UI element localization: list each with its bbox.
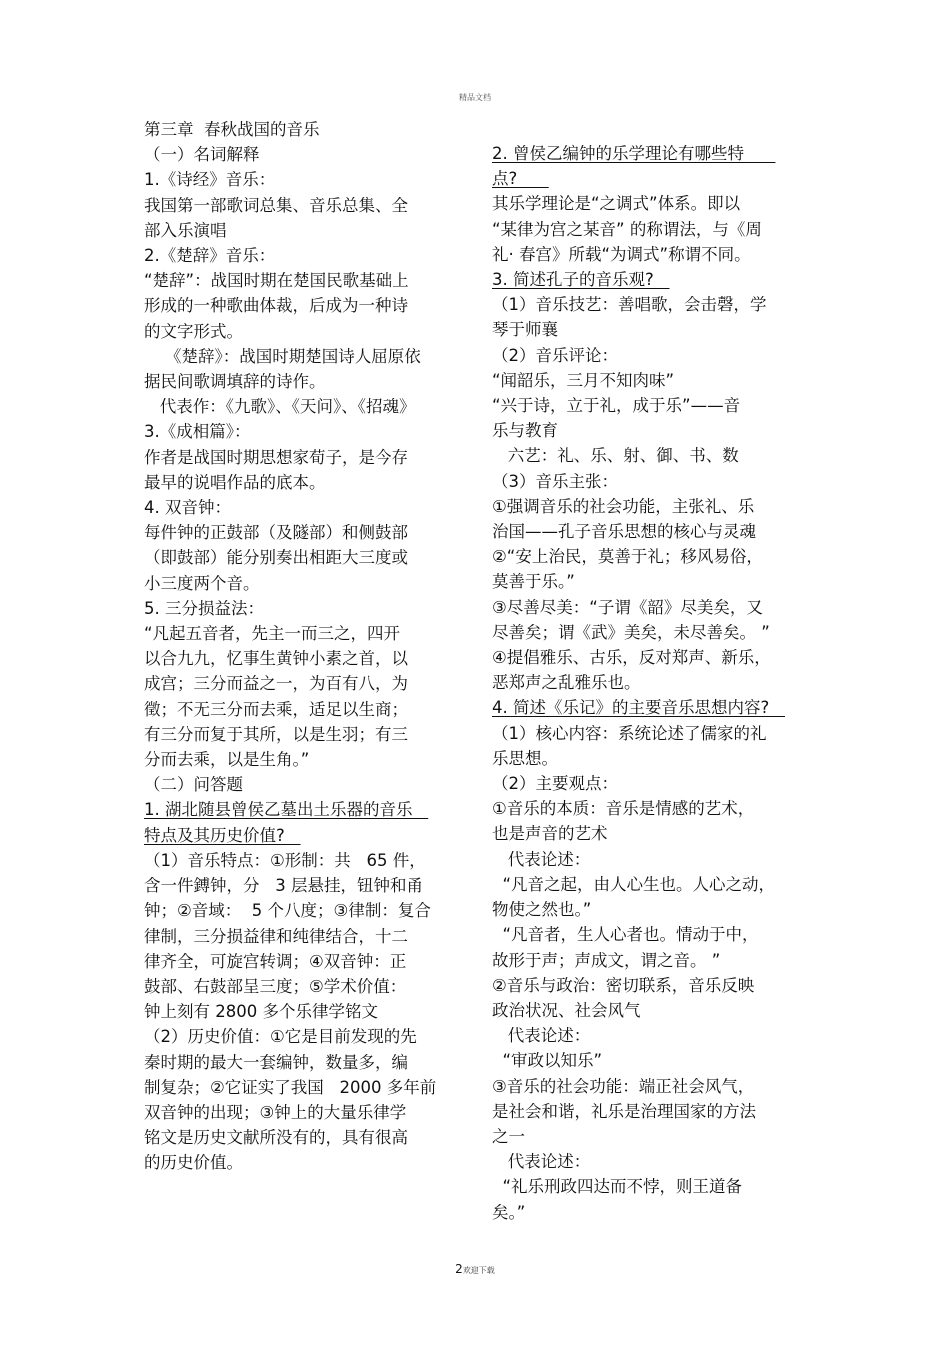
text-line: 是社会和谐，礼乐是治理国家的方法: [492, 1101, 756, 1121]
text-line: “凡起五音者，先主一而三之，四开: [144, 624, 401, 644]
text-line: 治国——孔子音乐思想的核心与灵魂: [492, 522, 756, 542]
right-column: [492, 141, 817, 1225]
text-line: 3. 简述孔子的音乐观?: [492, 270, 670, 290]
text-line: 琴于师襄: [492, 320, 558, 340]
text-line: 铭文是历史文献所没有的，具有很高: [144, 1128, 408, 1148]
text-line: 政治状况、社会风气: [492, 1000, 641, 1020]
text-line: 徵；不无三分而去乘，适足以生商；: [144, 699, 408, 719]
text-line: “楚辞”：战国时期在楚国民歌基础上: [144, 271, 409, 291]
text-line: 每件钟的正鼓部（及隧部）和侧鼓部: [144, 523, 408, 543]
text-line: 故形于声；声成文，谓之音。 ”: [492, 950, 721, 970]
text-line: “礼乐刑政四达而不悖，则王道备: [492, 1177, 743, 1197]
text-line: 3.《成相篇》：: [144, 422, 251, 442]
text-line: （1）音乐技艺：善唱歌，会击磬，学: [492, 295, 767, 315]
text-line: 律制，三分损益律和纯律结合，十二: [144, 926, 408, 946]
text-line: 其乐学理论是“之调式”体系。即以: [492, 194, 741, 214]
text-line: 律齐全，可旋宫转调；④双音钟：正: [144, 951, 407, 971]
text-line: 恶郑声之乱雅乐也。: [492, 673, 641, 693]
text-line: “兴于诗，立于礼，成于乐”——音: [492, 396, 741, 416]
text-line: 双音钟的出现；③钟上的大量乐律学: [144, 1102, 407, 1122]
text-line: ②“安上治民，莫善于礼；移风易俗，: [492, 547, 763, 567]
text-line: （一）名词解释: [144, 145, 260, 165]
text-line: 代表论述：: [492, 849, 591, 869]
text-line: 2.《楚辞》音乐：: [144, 246, 276, 266]
text-line: 《楚辞》：战国时期楚国诗人屈原依: [144, 346, 421, 366]
text-line: 的文字形式。: [144, 321, 243, 341]
text-line: 分而去乘，以是生角。”: [144, 750, 310, 770]
text-line: （2）历史价值：①它是目前发现的先: [144, 1027, 417, 1047]
text-line: （即鼓部）能分别奏出相距大三度或: [144, 548, 408, 568]
text-line: 小三度两个音。: [144, 573, 260, 593]
text-line: 作者是战国时期思想家荀子，是今存: [144, 447, 408, 467]
text-line: 1.《诗经》音乐：: [144, 170, 276, 190]
left-column: [144, 117, 466, 1176]
text-line: ③音乐的社会功能：端正社会风气，: [492, 1076, 755, 1096]
page-number: 2: [455, 1262, 463, 1276]
footer-text: 欢迎下载: [462, 1266, 495, 1275]
text-line: “审政以知乐”: [492, 1051, 603, 1071]
text-line: ③尽善尽美：“子谓《韶》尽美矣，又: [492, 597, 763, 617]
text-line: （二）问答题: [144, 775, 243, 795]
text-line: 有三分而复于其所，以是生羽；有三: [144, 724, 408, 744]
text-line: （2）音乐评论：: [492, 345, 618, 365]
text-line: 六艺：礼、乐、射、御、书、数: [492, 446, 739, 466]
page-footer: [0, 1262, 950, 1276]
text-line: 秦时期的最大一套编钟，数量多，编: [144, 1052, 408, 1072]
text-line: 代表论述：: [492, 1026, 591, 1046]
text-line: 我国第一部歌词总集、音乐总集、全: [144, 195, 408, 215]
text-line: ④提倡雅乐、古乐，反对郑声、新乐，: [492, 648, 771, 668]
text-line: 5. 三分损益法：: [144, 598, 264, 618]
text-line: 代表论述：: [492, 1152, 591, 1172]
text-line: 尽善矣；谓《武》美矣，未尽善矣。 ”: [492, 622, 770, 642]
text-line: 据民间歌调填辞的诗作。: [144, 372, 326, 392]
text-line: 第三章 春秋战国的音乐: [144, 120, 320, 139]
text-line: “闻韶乐，三月不知肉味”: [492, 370, 675, 390]
text-line: 1. 湖北随县曾侯乙墓出土乐器的音乐: [144, 800, 429, 820]
text-line: （1）音乐特点：①形制：共 65 件，: [144, 850, 426, 870]
text-line: “凡音者，生人心者也。情动于中，: [492, 925, 759, 945]
text-line: 特点及其历史价值?: [144, 825, 301, 845]
text-line: 乐思想。: [492, 748, 558, 768]
text-line: 以合九九，忆事生黄钟小素之首，以: [144, 649, 408, 669]
text-line: ②音乐与政治：密切联系，音乐反映: [492, 975, 755, 995]
text-line: 4. 简述《乐记》的主要音乐思想内容?: [492, 698, 785, 718]
text-line: 4. 双音钟：: [144, 498, 231, 518]
text-line: 点?: [492, 169, 549, 189]
text-line: 物使之然也。”: [492, 900, 592, 920]
text-line: 含一件鎛钟，分 3 层悬挂，钮钟和甬: [144, 876, 423, 896]
text-line: 也是声音的艺术: [492, 824, 608, 844]
text-line: 莫善于乐。”: [492, 572, 575, 592]
text-line: 之一: [492, 1126, 525, 1146]
text-line: 代表作：《九歌》、《天问》、《招魂》: [144, 397, 416, 417]
text-line: （2）主要观点：: [492, 774, 618, 794]
text-line: 钟上刻有 2800 多个乐律学铭文: [144, 1002, 378, 1022]
text-line: “某律为宫之某音” 的称谓法，与《周: [492, 219, 762, 239]
text-line: 乐与教育: [492, 421, 558, 441]
text-line: 矣。”: [492, 1202, 526, 1222]
text-line: （3）音乐主张：: [492, 471, 618, 491]
text-line: “凡音之起，由人心生也。人心之动，: [492, 874, 776, 894]
text-line: 最早的说唱作品的底本。: [144, 472, 326, 492]
text-line: 形成的一种歌曲体裁，后成为一种诗: [144, 296, 408, 316]
text-line: ①强调音乐的社会功能，主张礼、乐: [492, 496, 755, 516]
text-line: 礼· 春宫》所载“为调式”称谓不同。: [492, 244, 751, 264]
text-line: 部入乐演唱: [144, 220, 227, 240]
text-line: 鼓部、右鼓部呈三度；⑤学术价值：: [144, 976, 407, 996]
text-line: 制复杂；②它证实了我国 2000 多年前: [144, 1077, 437, 1097]
text-line: （1）核心内容：系统论述了儒家的礼: [492, 723, 767, 743]
text-line: 成宫；三分而益之一，为百有八，为: [144, 674, 408, 694]
page-header: 精品文档: [459, 93, 491, 102]
text-line: ①音乐的本质：音乐是情感的艺术，: [492, 799, 755, 819]
text-line: 钟；②音域： 5 个八度；③律制：复合: [144, 901, 431, 921]
text-line: 的历史价值。: [144, 1153, 243, 1173]
text-line: 2. 曾侯乙编钟的乐学理论有哪些特: [492, 144, 776, 163]
